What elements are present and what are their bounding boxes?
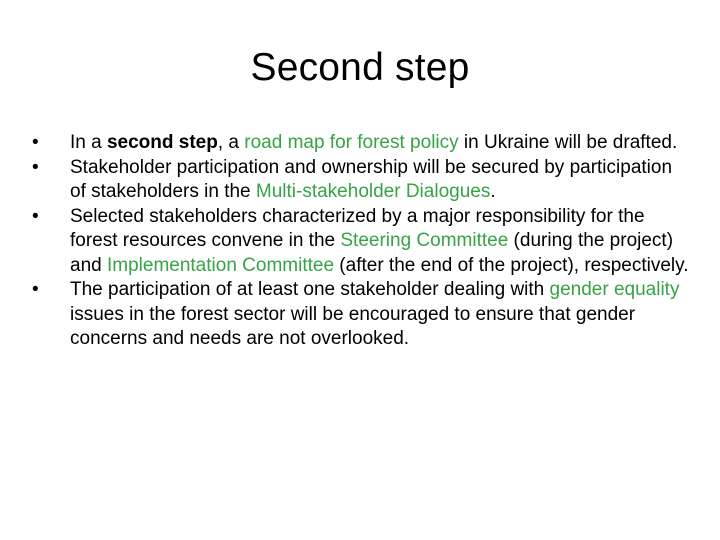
bullet-dot-icon: • <box>32 279 39 300</box>
bullet-highlight: gender equality <box>549 279 680 300</box>
bullet-dot-icon: • <box>32 156 39 178</box>
slide-title: Second step <box>250 46 470 89</box>
bullet-text: In a <box>70 132 107 153</box>
bullet-text: (during the project) and <box>70 230 674 276</box>
bullet-text: , a <box>217 132 245 153</box>
bullet-highlight: Steering Committee <box>340 230 509 251</box>
bullet-item <box>30 205 690 279</box>
bullet-text: issues in the forest sector will be encouraged to ensure that gender concerns and needs are not overlooked. <box>70 303 636 349</box>
bullet-text: in Ukraine will be drafted. <box>458 132 678 153</box>
bullet-highlight: road map for forest policy <box>244 132 459 153</box>
bullet-text: (after the end of the project), respectively. <box>334 254 689 276</box>
bullet-text: The participation of at least one stakeholder dealing with <box>70 279 550 300</box>
bullet-dot-icon: • <box>32 132 39 153</box>
bullet-dot-icon: • <box>32 205 39 227</box>
bullet-highlight: Multi-stakeholder Dialogues <box>255 181 491 202</box>
bullet-list <box>30 131 690 352</box>
bullet-text: Stakeholder participation and ownership will be secured by participation of stakeholders in the <box>70 156 673 202</box>
bullet-item <box>30 156 690 205</box>
bullet-item <box>30 131 690 156</box>
bullet-item <box>30 278 690 352</box>
bullet-text: . <box>490 181 496 202</box>
bullet-emphasis: second step <box>106 132 218 153</box>
bullet-highlight: Implementation Committee <box>106 254 335 276</box>
bullet-text: Selected stakeholders characterized by a major responsibility for the forest resources convene in the <box>70 205 645 251</box>
